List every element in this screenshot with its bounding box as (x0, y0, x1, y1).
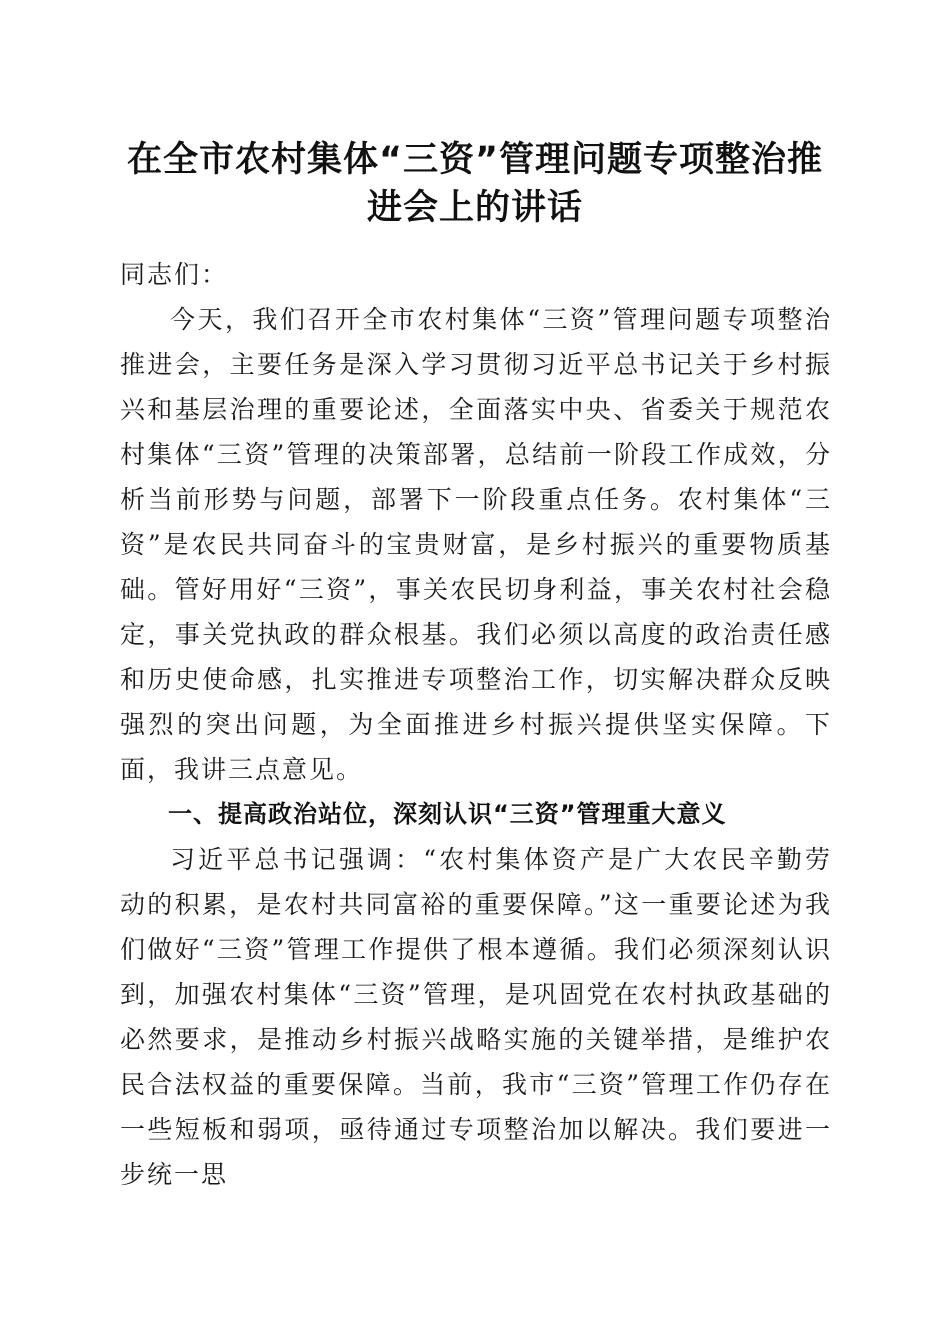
paragraph-section-1: 习近平总书记强调：“农村集体资产是广大农民辛勤劳动的积累，是农村共同富裕的重要保障。”这一重要论述为我们做好“三资”管理工作提供了根本遵循。我们必须深刻认识到，加强农村集体“三资”管理，是巩固党在农村执政基础的必然要求，是推动乡村振兴战略实施的关键举措，是维护农民合法权益的重要保障。当前，我市“三资”管理工作仍存在一些短板和弱项，亟待通过专项整治加以解决。我们要进一步统一思 (120, 845, 832, 1189)
section-heading-1: 一、提高政治站位，深刻认识“三资”管理重大意义 (168, 800, 727, 828)
salutation: 同志们： (120, 260, 229, 289)
title-line-2: 进会上的讲话 (366, 188, 583, 228)
title-line-1: 在全市农村集体“三资”管理问题专项整治推 (126, 140, 823, 180)
paragraph-intro: 今天，我们召开全市农村集体“三资”管理问题专项整治推进会，主要任务是深入学习贯彻习近平总书记关于乡村振兴和基层治理的重要论述，全面落实中央、省委关于规范农村集体“三资”管理的决策部署，总结前一阶段工作成效，分析当前形势与问题，部署下一阶段重点任务。农村集体“三资”是农民共同奋斗的宝贵财富，是乡村振兴的重要物质基础。管好用好“三资”，事关农民切身利益，事关农村社会稳定，事关党执政的群众根基。我们必须以高度的政治责任感和历史使命感，扎实推进专项整治工作，切实解决群众反映强烈的突出问题，为全面推进乡村振兴提供坚实保障。下面，我讲三点意见。 (120, 305, 832, 784)
document-body (120, 252, 832, 1197)
document-title (100, 136, 850, 232)
